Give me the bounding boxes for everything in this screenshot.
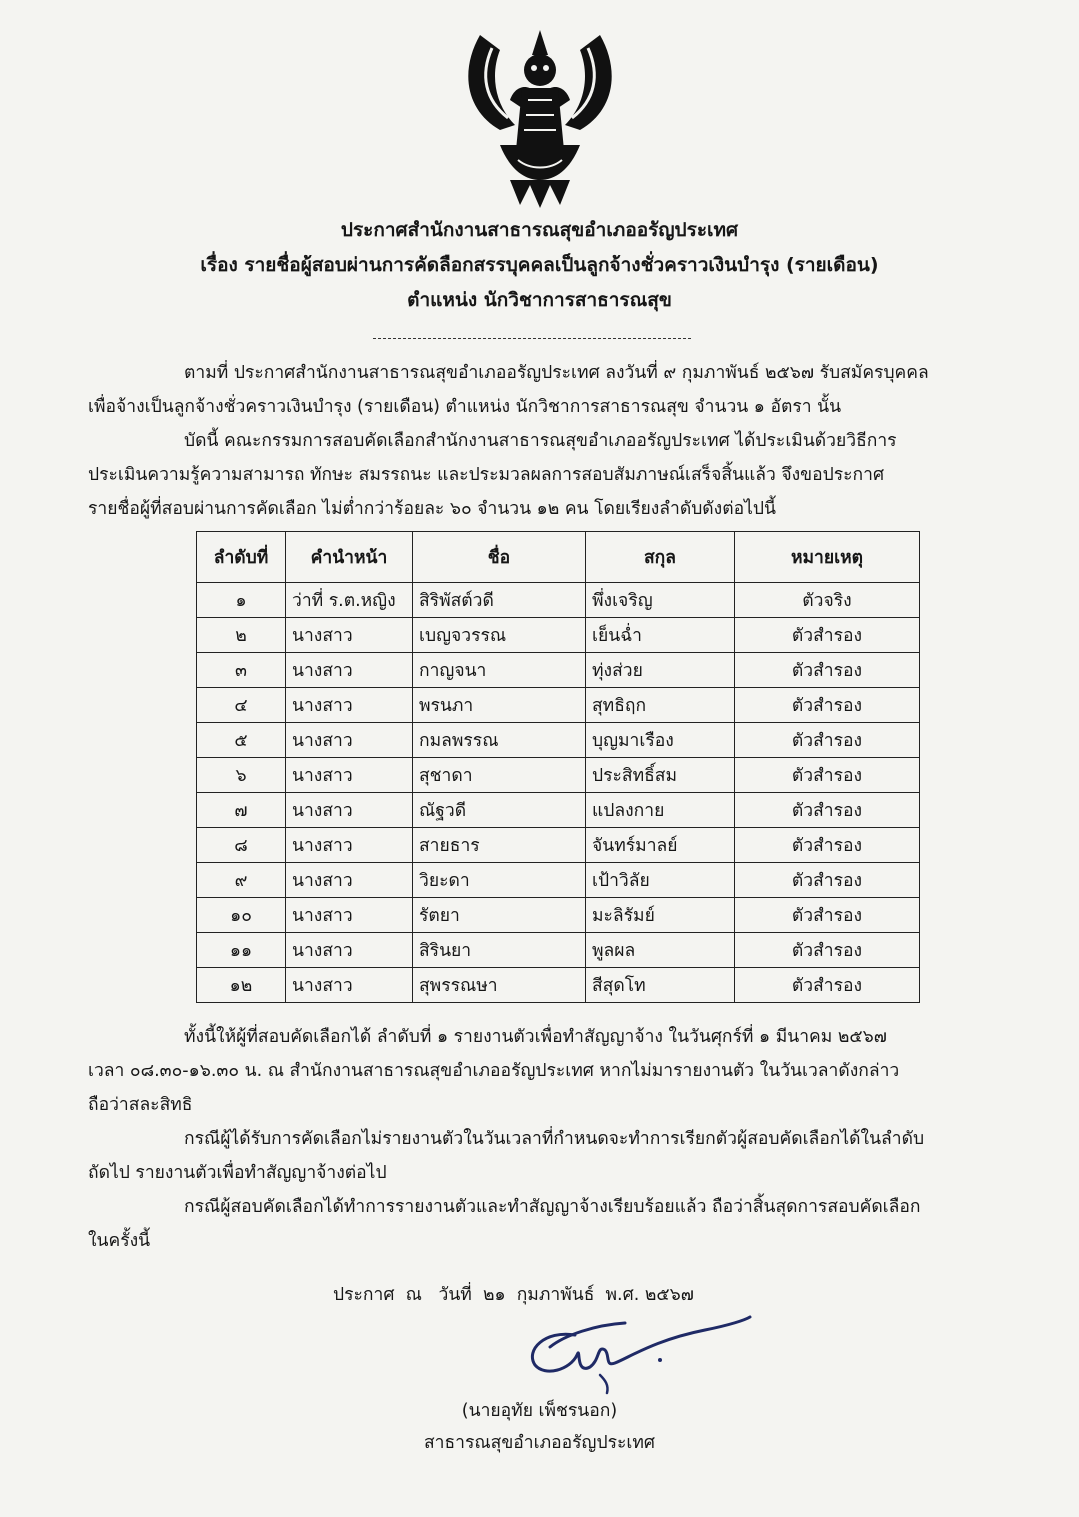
body-line: ในครั้งนี้ [88,1231,151,1251]
cell-remark: ตัวสำรอง [735,828,920,863]
header-remark: หมายเหตุ [735,532,920,583]
body-line: กรณีผู้สอบคัดเลือกได้ทำการรายงานตัวและทำสัญญาจ้างเรียบร้อยแล้ว ถือว่าสิ้นสุดการสอบคัดเลือก [184,1197,921,1217]
table-row [197,793,920,828]
cell-prefix: นางสาว [286,828,413,863]
cell-remark: ตัวสำรอง [735,758,920,793]
cell-prefix: นางสาว [286,618,413,653]
cell-prefix: นางสาว [286,758,413,793]
table-row [197,863,920,898]
cell-first-name: เบญจวรรณ [413,618,586,653]
cell-order: ๘ [197,828,286,863]
cell-order: ๕ [197,723,286,758]
cell-order: ๗ [197,793,286,828]
table-row [197,758,920,793]
cell-order: ๙ [197,863,286,898]
intro-line: ประเมินความรู้ความสามารถ ทักษะ สมรรถนะ และประมวลผลการสอบสัมภาษณ์เสร็จสิ้นแล้ว จึงขอประกาศ [88,465,885,485]
header-order: ลำดับที่ [197,532,286,583]
table-row [197,828,920,863]
cell-prefix: นางสาว [286,688,413,723]
cell-last-name: พูลผล [586,933,735,968]
cell-remark: ตัวสำรอง [735,933,920,968]
announcement-position: ตำแหน่ง นักวิชาการสาธารณสุข [407,289,672,311]
cell-remark: ตัวจริง [735,583,920,618]
cell-order: ๔ [197,688,286,723]
table-row [197,968,920,1003]
cell-last-name: ประสิทธิ์สม [586,758,735,793]
cell-last-name: พึ่งเจริญ [586,583,735,618]
cell-last-name: แปลงกาย [586,793,735,828]
garuda-emblem-icon [440,30,640,210]
table-row [197,898,920,933]
cell-order: ๖ [197,758,286,793]
cell-remark: ตัวสำรอง [735,653,920,688]
table-row [197,583,920,618]
cell-order: ๑๑ [197,933,286,968]
body-paragraphs [88,1020,980,1258]
cell-prefix: นางสาว [286,933,413,968]
signer-title: สาธารณสุขอำเภออรัญประเทศ [423,1433,655,1453]
cell-prefix: ว่าที่ ร.ต.หญิง [286,583,413,618]
cell-last-name: เป้าวิลัย [586,863,735,898]
table-row [197,933,920,968]
cell-first-name: สุชาดา [413,758,586,793]
cell-last-name: บุญมาเรือง [586,723,735,758]
intro-paragraph [88,356,980,526]
cell-order: ๑ [197,583,286,618]
cell-first-name: กมลพรรณ [413,723,586,758]
cell-remark: ตัวสำรอง [735,618,920,653]
cell-last-name: มะลิรัมย์ [586,898,735,933]
cell-prefix: นางสาว [286,968,413,1003]
cell-remark: ตัวสำรอง [735,968,920,1003]
announcement-subject: เรื่อง รายชื่อผู้สอบผ่านการคัดลือกสรรบุคคลเป็นลูกจ้างชั่วคราวเงินบำรุง (รายเดือน) [200,254,879,276]
cell-first-name: วิยะดา [413,863,586,898]
announce-date: ประกาศ ณ วันที่ ๒๑ กุมภาพันธ์ พ.ศ. ๒๕๖๗ [333,1285,694,1305]
cell-first-name: สิรินยา [413,933,586,968]
cell-first-name: กาญจนา [413,653,586,688]
table-row [197,688,920,723]
cell-prefix: นางสาว [286,653,413,688]
header-prefix: คำนำหน้า [286,532,413,583]
handwritten-signature-icon [505,1305,765,1395]
cell-first-name: สิริพัสต์วดี [413,583,586,618]
cell-remark: ตัวสำรอง [735,723,920,758]
intro-line: รายชื่อผู้ที่สอบผ่านการคัดเลือก ไม่ต่ำกว่าร้อยละ ๖๐ จำนวน ๑๒ คน โดยเรียงลำดับดังต่อไปนี้ [88,499,776,519]
body-line: กรณีผู้ได้รับการคัดเลือกไม่รายงานตัวในวันเวลาที่กำหนดจะทำการเรียกตัวผู้สอบคัดเลือกได้ในลำดับ [184,1129,925,1149]
body-line: เวลา ๐๘.๓๐-๑๖.๓๐ น. ณ สำนักงานสาธารณสุขอำเภออรัญประเทศ หากไม่มารายงานตัว ในวันเวลาดังกล่าว [88,1061,900,1081]
body-line: ถือว่าสละสิทธิ [88,1095,193,1115]
table-row [197,723,920,758]
body-line: ถัดไป รายงานตัวเพื่อทำสัญญาจ้างต่อไป [88,1163,387,1183]
cell-first-name: สายธาร [413,828,586,863]
header-first-name: ชื่อ [413,532,586,583]
intro-line: บัดนี้ คณะกรรมการสอบคัดเลือกสำนักงานสาธารณสุขอำเภออรัญประเทศ ได้ประเมินด้วยวิธีการ [184,431,897,451]
cell-prefix: นางสาว [286,723,413,758]
cell-remark: ตัวสำรอง [735,688,920,723]
cell-first-name: พรนภา [413,688,586,723]
table-row [197,618,920,653]
cell-prefix: นางสาว [286,898,413,933]
cell-last-name: สีสุดโท [586,968,735,1003]
cell-prefix: นางสาว [286,863,413,898]
header-divider [373,338,691,339]
intro-line: เพื่อจ้างเป็นลูกจ้างชั่วคราวเงินบำรุง (รายเดือน) ตำแหน่ง นักวิชาการสาธารณสุข จำนวน ๑ อัตรา นั้น [88,397,842,417]
cell-order: ๒ [197,618,286,653]
cell-last-name: เย็นฉ่ำ [586,618,735,653]
cell-first-name: ณัฐวดี [413,793,586,828]
cell-order: ๑๒ [197,968,286,1003]
cell-order: ๑๐ [197,898,286,933]
table-header-row [197,532,920,583]
body-line: ทั้งนี้ให้ผู้ที่สอบคัดเลือกได้ ลำดับที่ ๑ รายงานตัวเพื่อทำสัญญาจ้าง ในวันศุกร์ที่ ๑ มีนาคม ๒๕๖๗ [184,1027,887,1047]
announcement-title: ประกาศสำนักงานสาธารณสุขอำเภออรัญประเทศ [340,219,739,241]
header-last-name: สกุล [586,532,735,583]
cell-first-name: สุพรรณษา [413,968,586,1003]
cell-remark: ตัวสำรอง [735,898,920,933]
cell-order: ๓ [197,653,286,688]
cell-first-name: รัตยา [413,898,586,933]
cell-last-name: ทุ่งส่วย [586,653,735,688]
results-table [196,531,920,1003]
intro-line: ตามที่ ประกาศสำนักงานสาธารณสุขอำเภออรัญประเทศ ลงวันที่ ๙ กุมภาพันธ์ ๒๕๖๗ รับสมัครบุคคล [184,363,929,383]
cell-prefix: นางสาว [286,793,413,828]
cell-remark: ตัวสำรอง [735,863,920,898]
cell-last-name: สุทธิฤก [586,688,735,723]
cell-last-name: จันทร์มาลย์ [586,828,735,863]
table-row [197,653,920,688]
signer-name: (นายอุทัย เพ็ชรนอก) [461,1401,618,1421]
cell-remark: ตัวสำรอง [735,793,920,828]
